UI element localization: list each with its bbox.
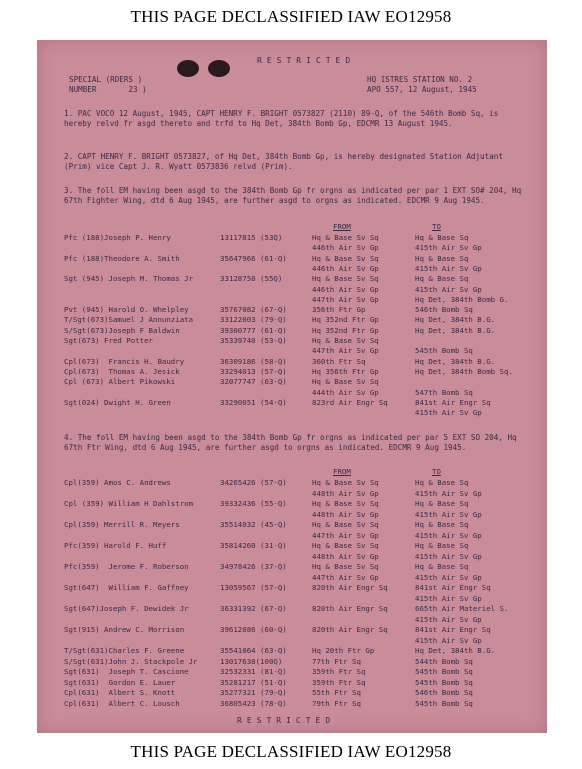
from-unit: 447th Air Sv Gp	[312, 294, 379, 304]
roster-row	[37, 657, 547, 667]
paragraph-4: 4. The foll EM having been asgd to the 384th Bomb Gp fr orgns as indicated per par 5 EXT SO 204, Hq 67th Ftr Wing, dtd 6 Aug 1945, are further asgd to orgns as indicated. EDCMR 9 Aug 1945.	[64, 433, 517, 452]
soldier-name: Pfc (188)Joseph P. Henry	[64, 233, 171, 242]
to-unit: Hq & Base Sq	[415, 520, 469, 529]
station-line2: APO 557, 12 August, 1945	[367, 85, 477, 94]
from-unit: 447th Air Sv Gp	[312, 346, 379, 356]
from-unit: 356th Ftr Gp	[312, 305, 366, 315]
punch-hole	[208, 60, 230, 77]
from-unit: 359th Ftr Sq	[312, 667, 366, 676]
serial-number: 13117815 (53Q)	[220, 233, 283, 242]
to-column-header-2: TO	[432, 467, 441, 476]
to-unit: 415th Air Sv Gp	[415, 243, 482, 253]
roster-row	[37, 573, 547, 583]
roster-row	[37, 520, 547, 530]
from-unit: Hq & Base Sv Sq	[312, 499, 379, 508]
soldier-name: Cpl(673) Francis H. Baudry	[64, 356, 185, 366]
paragraph-2: 2. CAPT HENRY F. BRIGHT 0573827, of Hq Det, 384th Bomb Gp, is hereby designated Station Adjutant (Prim) vice Capt J. R. Wyatt 0573836 relvd (Prim).	[64, 152, 503, 171]
roster-row	[37, 315, 547, 325]
to-unit: Hq & Base Sq	[415, 253, 469, 263]
from-unit: 447th Air Sv Gp	[312, 530, 379, 540]
soldier-name: T/Sgt(673)Samuel J Annunziata	[64, 315, 194, 325]
serial-number: 35514032 (45-Q)	[220, 520, 287, 529]
serial-number: 36805423 (78-Q)	[220, 698, 287, 708]
from-unit: 820th Air Engr Sq	[312, 583, 388, 592]
serial-number: 35541064 (63-Q)	[220, 646, 287, 655]
soldier-name: Sgt (945) Joseph M. Thomas Jr	[64, 274, 194, 284]
to-unit: Hq & Base Sq	[415, 233, 469, 242]
from-unit: 77th Ftr Sq	[312, 656, 361, 666]
to-unit: 545th Bomb Sq	[415, 346, 473, 356]
to-unit: Hq Det, 384th B.G.	[415, 646, 496, 655]
to-unit: Hq & Base Sq	[415, 478, 469, 487]
from-unit: 360th Ftr Sq	[312, 356, 366, 366]
serial-number: 33290051 (54-Q)	[220, 397, 287, 407]
from-unit: Hq & Base Sv Sq	[312, 253, 379, 263]
document-sheet	[37, 40, 547, 733]
from-unit: 448th Air Sv Gp	[312, 488, 379, 498]
from-unit: 448th Air Sv Gp	[312, 509, 379, 519]
station-line1: HQ ISTRES STATION NO. 2	[367, 75, 473, 84]
serial-number: 32532331 (81-Q)	[220, 667, 287, 676]
soldier-name: Cpl (673) Albert Pikowski	[64, 377, 176, 387]
to-unit: Hq Det, 384th Bomb Sq.	[415, 366, 513, 376]
roster-row	[37, 646, 547, 656]
from-unit: Hq & Base Sv Sq	[312, 377, 379, 387]
soldier-name: Sgt(631) Gordon E. Lauer	[64, 677, 176, 687]
serial-number: 33122003 (79-Q)	[220, 315, 287, 325]
soldier-name: S/Sgt(673)Joseph F Baldwin	[64, 325, 180, 335]
serial-number: 35339740 (53-Q)	[220, 336, 287, 345]
to-unit: 841st Air Engr Sq	[415, 583, 491, 592]
from-unit: 444th Air Sv Gp	[312, 387, 379, 397]
from-unit: Hq & Base Sv Sq	[312, 478, 379, 487]
roster-row	[37, 295, 547, 305]
to-unit: 415th Air Sv Gp	[415, 635, 482, 645]
roster-row	[37, 531, 547, 541]
to-unit: 415th Air Sv Gp	[415, 572, 482, 582]
punch-hole	[177, 60, 199, 77]
soldier-name: S/Sgt(631)John J. Stackpole Jr	[64, 656, 198, 666]
roster-row	[37, 274, 547, 284]
soldier-name: T/Sgt(631)Charles F. Greene	[64, 646, 185, 655]
soldier-name: Cpl(631) Albert S. Knott	[64, 688, 176, 697]
from-unit: 446th Air Sv Gp	[312, 263, 379, 273]
to-column-header: TO	[432, 222, 441, 231]
soldier-name: Cpl(631) Albert C. Lousch	[64, 698, 180, 708]
serial-number: 35281217 (51-Q)	[220, 677, 287, 687]
from-unit: 79th Ftr Sq	[312, 698, 361, 708]
from-unit: 823rd Air Engr Sq	[312, 397, 388, 407]
to-unit: 545th Bomb Sq	[415, 667, 473, 676]
to-unit: 415th Air Sv Gp	[415, 408, 482, 418]
roster-row	[37, 667, 547, 677]
to-unit: 415th Air Sv Gp	[415, 614, 482, 624]
to-unit: 546th Bomb Sq	[415, 305, 473, 315]
roster-row	[37, 357, 547, 367]
to-unit: Hq Det, 384th Bomb G.	[415, 294, 509, 304]
soldier-name: Sgt(647) William F. Gaffney	[64, 583, 189, 592]
to-unit: 415th Air Sv Gp	[415, 530, 482, 540]
serial-number: 34978426 (37-Q)	[220, 562, 287, 571]
serial-number: 13017638(100Q)	[220, 656, 283, 666]
to-unit: Hq Det, 384th B.G.	[415, 325, 496, 335]
declassified-banner-bottom: THIS PAGE DECLASSIFIED IAW EO12958	[130, 742, 452, 761]
order-number-line1: SPECIAL (RDERS )	[69, 75, 143, 84]
to-unit: 544th Bomb Sq	[415, 656, 473, 666]
soldier-name: Pvt (945) Harold O. Whelpley	[64, 305, 189, 315]
to-unit: 415th Air Sv Gp	[415, 551, 482, 561]
classification-bottom: RESTRICTED	[237, 716, 336, 725]
serial-number: 33294013 (57-Q)	[220, 366, 287, 376]
from-unit: Hq & Base Sv Sq	[312, 562, 379, 571]
from-column-header-2: FROM	[333, 467, 351, 476]
serial-number: 36331392 (67-Q)	[220, 604, 287, 613]
soldier-name: Sgt(024) Dwight H. Green	[64, 397, 171, 407]
serial-number: 35814260 (31-Q)	[220, 541, 287, 550]
to-unit: 415th Air Sv Gp	[415, 488, 482, 498]
serial-number: 34265426 (57-Q)	[220, 478, 287, 487]
roster-row	[37, 688, 547, 698]
roster-row	[37, 243, 547, 253]
to-unit: Hq Det, 384th B.G.	[415, 356, 496, 366]
to-unit: 841st Air Engr Sq	[415, 625, 491, 634]
roster-row	[37, 615, 547, 625]
from-column-header: FROM	[333, 222, 351, 231]
roster-row	[37, 264, 547, 274]
paragraph-3: 3. The foll EM having been asgd to the 384th Bomb Gp fr orgns as indicated per par 1 EXT SO# 204, Hq 67th Fighter Wing, dtd 6 Aug 1945, are further asgd to orgns as indicated. EDCMR 9 Aug 1945.	[64, 186, 522, 205]
roster-row	[37, 254, 547, 264]
roster-row	[37, 346, 547, 356]
to-unit: Hq & Base Sq	[415, 499, 469, 508]
roster-row	[37, 377, 547, 387]
roster-row	[37, 478, 547, 488]
from-unit: Hq & Base Sv Sq	[312, 336, 379, 345]
to-unit: 545th Bomb Sq	[415, 677, 473, 687]
serial-number: 39332436 (55-Q)	[220, 499, 287, 508]
roster-row	[37, 625, 547, 635]
roster-row	[37, 388, 547, 398]
from-unit: 820th Air Engr Sq	[312, 625, 388, 634]
roster-row	[37, 562, 547, 572]
to-unit: Hq & Base Sq	[415, 541, 469, 550]
to-unit: 545th Bomb Sq	[415, 698, 473, 708]
from-unit: Hq & Base Sv Sq	[312, 233, 379, 242]
serial-number: 33128750 (55Q)	[220, 274, 283, 284]
roster-row	[37, 408, 547, 418]
declassified-banner-top: THIS PAGE DECLASSIFIED IAW EO12958	[130, 7, 452, 26]
serial-number: 35277321 (79-Q)	[220, 688, 287, 697]
soldier-name: Cpl (359) William H Dahlstrom	[64, 499, 194, 508]
soldier-name: Pfc (188)Theodore A. Smith	[64, 253, 180, 263]
roster-row	[37, 583, 547, 593]
from-unit: Hq & Base Sv Sq	[312, 274, 379, 284]
roster-row	[37, 499, 547, 509]
soldier-name: Cpl(359) Amos C. Andrews	[64, 478, 171, 487]
from-unit: 55th Ftr Sq	[312, 688, 361, 697]
roster-row	[37, 678, 547, 688]
to-unit: 415th Air Sv Gp	[415, 509, 482, 519]
from-unit: Hq 356th Ftr Gp	[312, 366, 379, 376]
soldier-name: Pfc(359) Jerome F. Roberson	[64, 562, 189, 571]
serial-number: 32077747 (63-Q)	[220, 377, 287, 387]
from-unit: Hq 352nd Ftr Gp	[312, 325, 379, 335]
roster-row	[37, 552, 547, 562]
to-unit: 415th Air Sv Gp	[415, 263, 482, 273]
from-unit: Hq 352nd Ftr Gp	[312, 315, 379, 325]
roster-row	[37, 233, 547, 243]
soldier-name: Pfc(359) Harold F. Huff	[64, 541, 167, 550]
to-unit: Hq & Base Sq	[415, 274, 469, 284]
serial-number: 35767082 (67-Q)	[220, 305, 287, 315]
from-unit: 447th Air Sv Gp	[312, 572, 379, 582]
serial-number: 36309186 (58-Q)	[220, 356, 287, 366]
soldier-name: Sgt(915) Andrew C. Morrison	[64, 625, 185, 634]
from-unit: 446th Air Sv Gp	[312, 243, 379, 253]
roster-row	[37, 367, 547, 377]
to-unit: 547th Bomb Sq	[415, 387, 473, 397]
from-unit: Hq & Base Sv Sq	[312, 541, 379, 550]
roster-row	[37, 489, 547, 499]
serial-number: 13059567 (57-Q)	[220, 583, 287, 592]
roster-row	[37, 326, 547, 336]
to-unit: 841st Air Engr Sq	[415, 397, 491, 407]
to-unit: Hq & Base Sq	[415, 562, 469, 571]
roster-row	[37, 285, 547, 295]
to-unit: 415th Air Sv Gp	[415, 593, 482, 603]
soldier-name: Sgt(631) Joseph T. Cascione	[64, 667, 189, 676]
roster-row	[37, 541, 547, 551]
from-unit: 820th Air Engr Sq	[312, 604, 388, 613]
soldier-name: Sgt(647)Joseph F. Dewidek Jr	[64, 604, 189, 613]
roster-row	[37, 604, 547, 614]
to-unit: Hq Det, 384th B.G.	[415, 315, 496, 325]
from-unit: Hq 20th Ftr Gp	[312, 646, 375, 655]
to-unit: 665th Air Materiel S.	[415, 604, 509, 613]
to-unit: 415th Air Sv Gp	[415, 284, 482, 294]
roster-row	[37, 305, 547, 315]
soldier-name: Sgt(673) Fred Potter	[64, 336, 153, 345]
roster-row	[37, 336, 547, 346]
from-unit: 359th Ftr Sq	[312, 677, 366, 687]
paragraph-1: 1. PAC VOCO 12 August, 1945, CAPT HENRY F. BRIGHT 0573827 (2110) 89-Q, of the 546th Bomb Sq, is hereby relvd fr asgd thereto and trfd to Hq Det, 384th Bomb Gp, EDCMR 13 August 1945.	[64, 109, 499, 128]
order-number-line2: NUMBER 23 )	[69, 85, 147, 94]
from-unit: 446th Air Sv Gp	[312, 284, 379, 294]
roster-row	[37, 636, 547, 646]
classification-top: RESTRICTED	[257, 56, 356, 65]
serial-number: 35647966 (61-Q)	[220, 253, 287, 263]
serial-number: 39612086 (60-Q)	[220, 625, 287, 634]
from-unit: 448th Air Sv Gp	[312, 551, 379, 561]
to-unit: 546th Bomb Sq	[415, 688, 473, 697]
roster-row	[37, 510, 547, 520]
soldier-name: Cpl(673) Thomas A. Jesick	[64, 366, 180, 376]
roster-row	[37, 699, 547, 709]
roster-row	[37, 594, 547, 604]
from-unit: Hq & Base Sv Sq	[312, 520, 379, 529]
serial-number: 39300777 (61-Q)	[220, 325, 287, 335]
roster-row	[37, 398, 547, 408]
soldier-name: Cpl(359) Merrill R. Meyers	[64, 520, 180, 529]
